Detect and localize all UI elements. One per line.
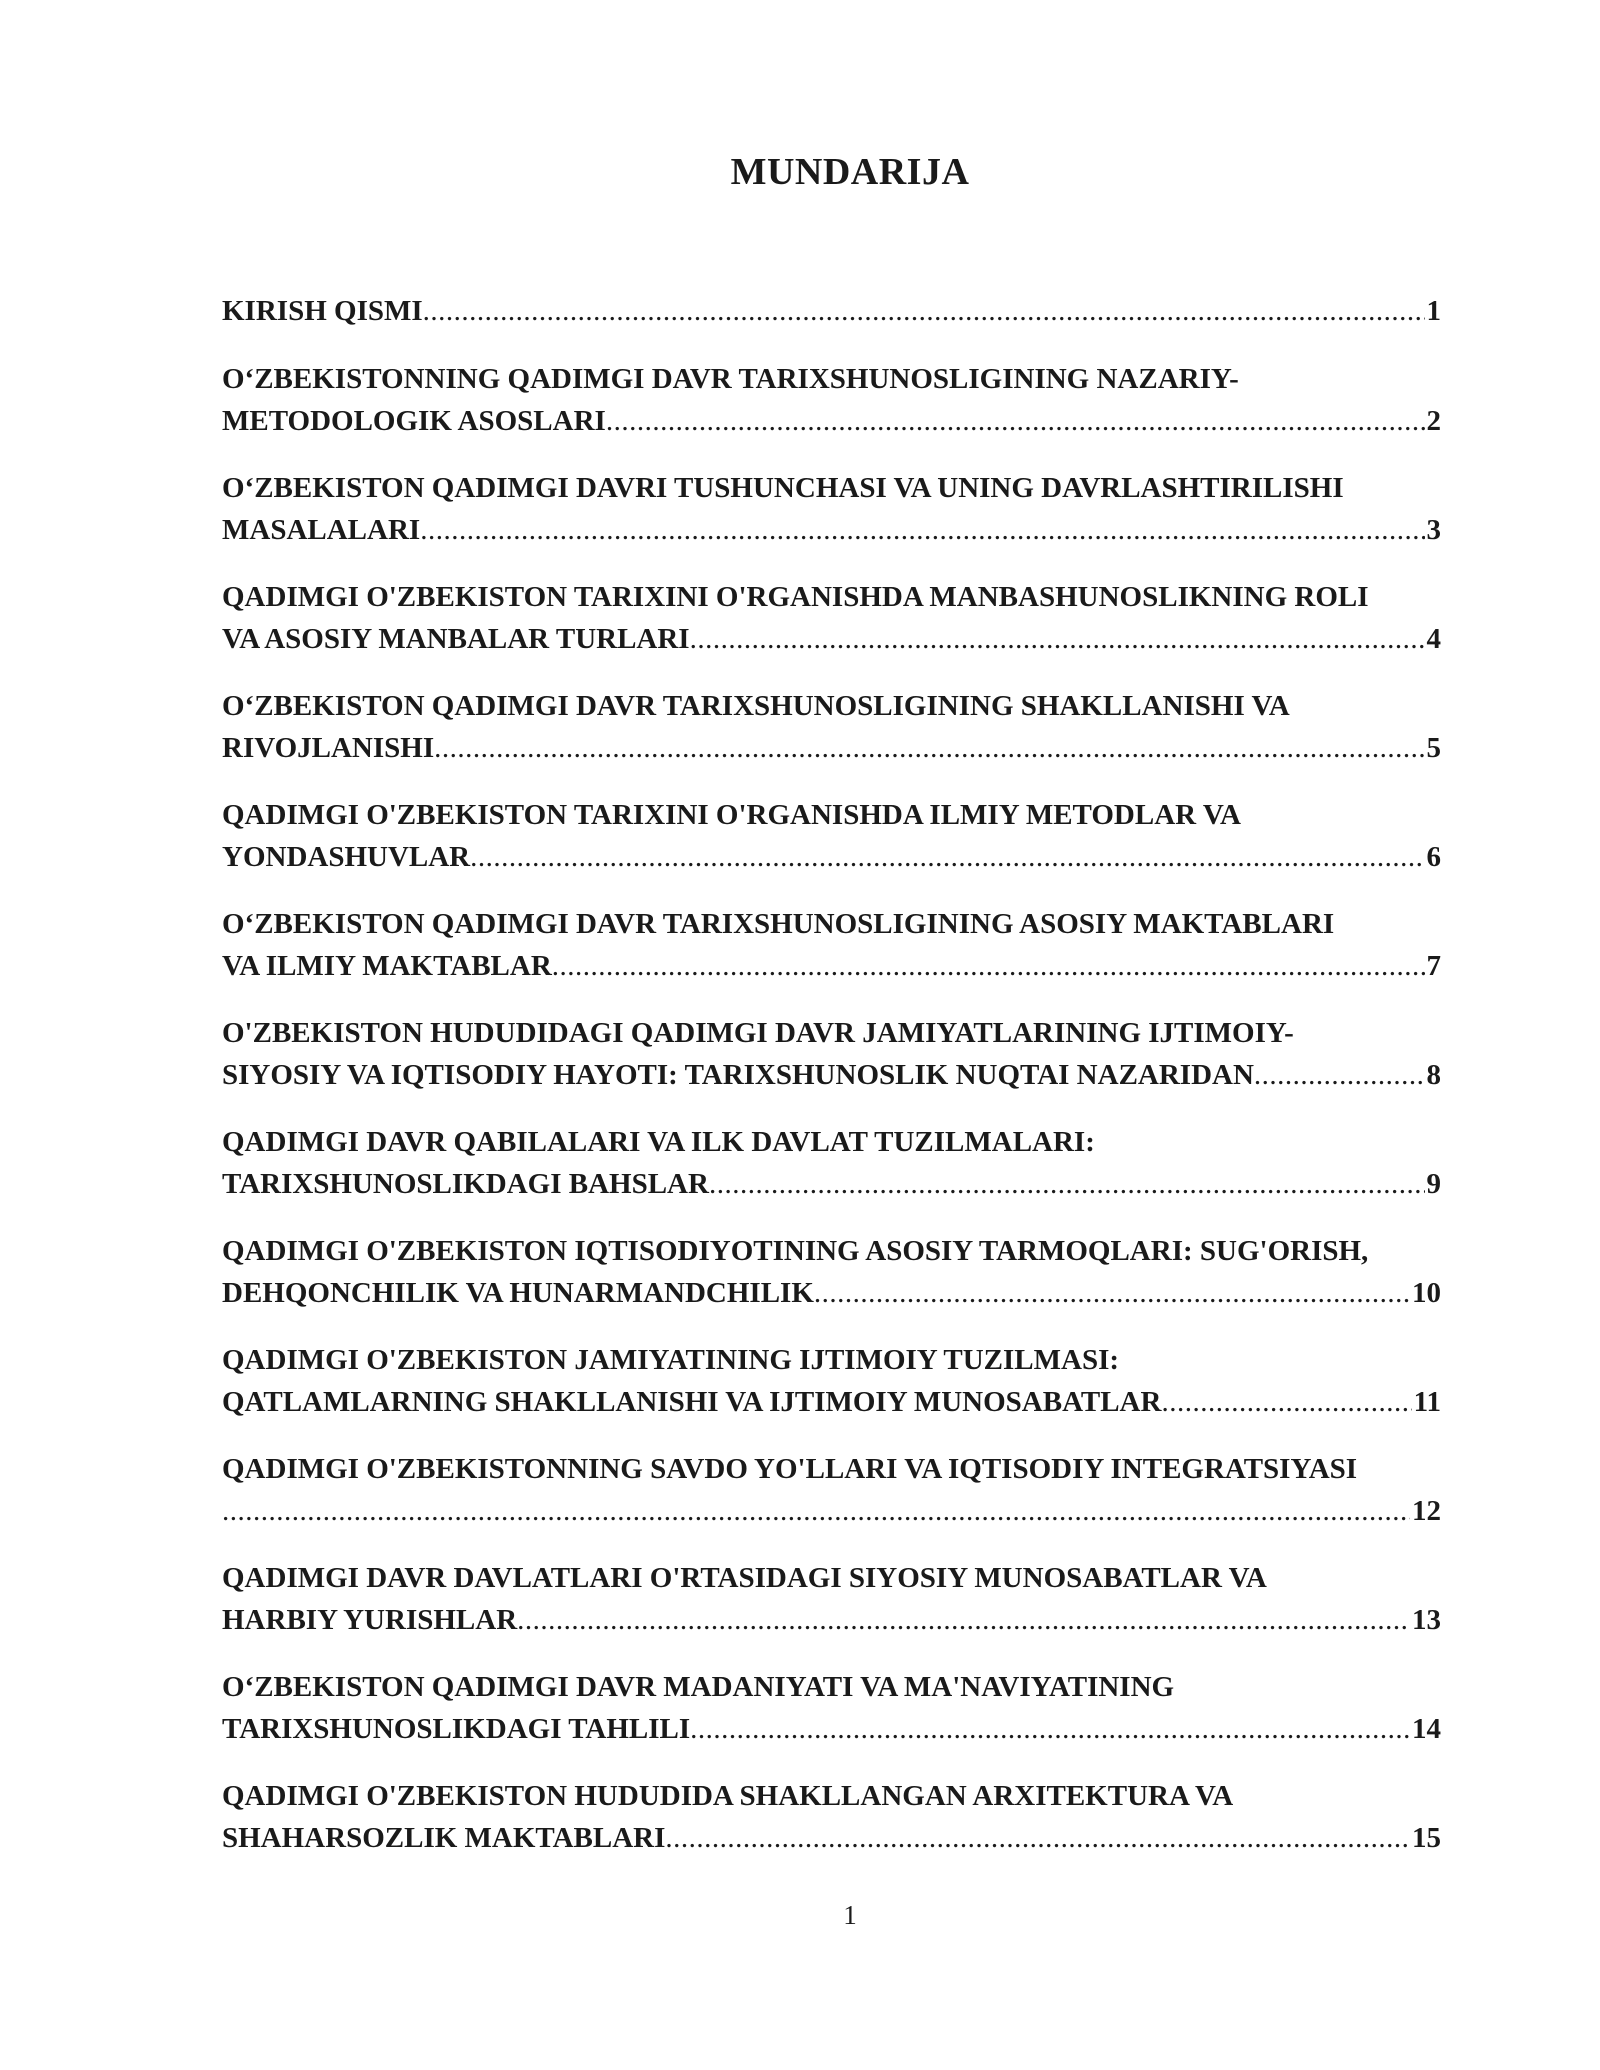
toc-entry-page: 5	[1426, 732, 1441, 764]
dot-leader	[434, 727, 1424, 769]
toc-line	[222, 1708, 1442, 1750]
toc-entry-title: QADIMGI O'ZBEKISTON IQTISODIYOTINING ASOSIY TARMOQLARI: SUG'ORISH,	[222, 1235, 1369, 1267]
toc-line	[222, 1163, 1442, 1205]
toc-entry-title-cont: TARIXSHUNOSLIKDAGI TAHLILI	[222, 1713, 691, 1745]
toc-entry-page: 14	[1412, 1713, 1441, 1745]
toc-entry-title: O‘ZBEKISTON QADIMGI DAVR TARIXSHUNOSLIGINING ASOSIY MAKTABLARI	[222, 908, 1335, 940]
toc-entry-title-cont: VA ILMIY MAKTABLAR	[222, 950, 552, 982]
dot-leader	[814, 1272, 1410, 1314]
toc-entry-title-cont: YONDASHUVLAR	[222, 841, 471, 873]
toc-entry-page: 11	[1413, 1386, 1441, 1418]
toc-entry[interactable]	[222, 467, 1442, 551]
toc-entry-title: KIRISH QISMI	[222, 295, 423, 327]
toc-entry-title-cont: QATLAMLARNING SHAKLLANISHI VA IJTIMOIY MUNOSABATLAR	[222, 1386, 1162, 1418]
dot-leader	[1254, 1054, 1425, 1096]
toc-entry-page: 9	[1426, 1168, 1441, 1200]
toc-line	[222, 509, 1442, 551]
dot-leader	[470, 836, 1424, 878]
toc-entry-title: O'ZBEKISTON HUDUDIDAGI QADIMGI DAVR JAMIYATLARINING IJTIMOIY-	[222, 1017, 1294, 1049]
toc-entry-page: 6	[1426, 841, 1441, 873]
toc-entry-title-cont: RIVOJLANISHI	[222, 732, 435, 764]
toc-entry[interactable]	[222, 1448, 1442, 1532]
toc-line	[222, 836, 1442, 878]
toc-line	[222, 727, 1442, 769]
toc-entry[interactable]	[222, 1775, 1442, 1859]
toc-entry-page: 7	[1426, 950, 1441, 982]
toc-entry-title-cont: HARBIY YURISHLAR	[222, 1604, 518, 1636]
toc-entry[interactable]	[222, 1230, 1442, 1314]
toc-entry-title: QADIMGI DAVR DAVLATLARI O'RTASIDAGI SIYOSIY MUNOSABATLAR VA	[222, 1562, 1267, 1594]
toc-line	[222, 290, 1442, 332]
dot-leader	[606, 400, 1425, 442]
toc-entry[interactable]	[222, 1339, 1442, 1423]
toc-entry[interactable]	[222, 685, 1442, 769]
dot-leader	[709, 1163, 1425, 1205]
toc-entry-title: O‘ZBEKISTON QADIMGI DAVR MADANIYATI VA MA'NAVIYATINING	[222, 1671, 1175, 1703]
toc-entry-title: QADIMGI O'ZBEKISTON TARIXINI O'RGANISHDA MANBASHUNOSLIKNING ROLI	[222, 581, 1369, 613]
toc-line	[222, 1599, 1442, 1641]
toc-entry[interactable]	[222, 290, 1442, 332]
dot-leader	[552, 945, 1425, 987]
toc-entry-page: 15	[1412, 1822, 1441, 1854]
toc-entry-title-cont: SHAHARSOZLIK MAKTABLARI	[222, 1822, 666, 1854]
dot-leader	[690, 1708, 1410, 1750]
toc-entry-title: QADIMGI O'ZBEKISTON JAMIYATINING IJTIMOIY TUZILMASI:	[222, 1344, 1120, 1376]
toc-entry-page: 13	[1412, 1604, 1441, 1636]
toc-entry-page: 1	[1426, 295, 1441, 327]
toc-line	[222, 618, 1442, 660]
toc-entry-title-cont: METODOLOGIK ASOSLARI	[222, 405, 606, 437]
table-of-contents	[222, 290, 1442, 1884]
dot-leader	[420, 509, 1424, 551]
toc-line	[222, 945, 1442, 987]
toc-entry[interactable]	[222, 794, 1442, 878]
toc-entry-title: O‘ZBEKISTONNING QADIMGI DAVR TARIXSHUNOSLIGINING NAZARIY-	[222, 363, 1239, 395]
toc-entry[interactable]	[222, 576, 1442, 660]
toc-entry[interactable]	[222, 1666, 1442, 1750]
toc-line	[222, 1272, 1442, 1314]
dot-leader	[1161, 1381, 1411, 1423]
toc-entry-page: 8	[1426, 1059, 1441, 1091]
toc-line	[222, 1817, 1442, 1859]
toc-entry-title: QADIMGI DAVR QABILALARI VA ILK DAVLAT TUZILMALARI:	[222, 1126, 1095, 1158]
toc-entry-page: 12	[1412, 1495, 1441, 1527]
toc-entry-page: 4	[1426, 623, 1441, 655]
toc-entry-title: O‘ZBEKISTON QADIMGI DAVR TARIXSHUNOSLIGINING SHAKLLANISHI VA	[222, 690, 1290, 722]
toc-entry-title-cont: VA ASOSIY MANBALAR TURLARI	[222, 623, 690, 655]
toc-entry-title: O‘ZBEKISTON QADIMGI DAVRI TUSHUNCHASI VA UNING DAVRLASHTIRILISHI	[222, 472, 1344, 504]
toc-entry[interactable]	[222, 358, 1442, 442]
dot-leader	[690, 618, 1425, 660]
toc-entry[interactable]	[222, 903, 1442, 987]
dot-leader	[517, 1599, 1410, 1641]
toc-line	[222, 400, 1442, 442]
toc-entry-title: QADIMGI O'ZBEKISTON HUDUDIDA SHAKLLANGAN ARXITEKTURA VA	[222, 1780, 1234, 1812]
dot-leader	[222, 1490, 1410, 1532]
toc-entry-title-cont: DEHQONCHILIK VA HUNARMANDCHILIK	[222, 1277, 814, 1309]
toc-entry-page: 2	[1426, 405, 1441, 437]
toc-entry-page: 10	[1412, 1277, 1441, 1309]
toc-entry[interactable]	[222, 1121, 1442, 1205]
dot-leader	[423, 290, 1425, 332]
toc-entry-title: QADIMGI O'ZBEKISTONNING SAVDO YO'LLARI VA IQTISODIY INTEGRATSIYASI	[222, 1453, 1358, 1485]
toc-entry[interactable]	[222, 1557, 1442, 1641]
toc-entry-title: QADIMGI O'ZBEKISTON TARIXINI O'RGANISHDA ILMIY METODLAR VA	[222, 799, 1241, 831]
toc-line	[222, 1381, 1442, 1423]
toc-entry-page: 3	[1426, 514, 1441, 546]
toc-entry-title-cont: SIYOSIY VA IQTISODIY HAYOTI: TARIXSHUNOSLIK NUQTAI NAZARIDAN	[222, 1059, 1254, 1091]
toc-entry-title-cont: MASALALARI	[222, 514, 421, 546]
toc-line	[222, 1490, 1442, 1532]
toc-entry-title-cont: TARIXSHUNOSLIKDAGI BAHSLAR	[222, 1168, 709, 1200]
dot-leader	[665, 1817, 1410, 1859]
toc-entry[interactable]	[222, 1012, 1442, 1096]
page-title: MUNDARIJA	[730, 151, 970, 193]
page-number: 1	[843, 1900, 857, 1930]
toc-line	[222, 1054, 1442, 1096]
